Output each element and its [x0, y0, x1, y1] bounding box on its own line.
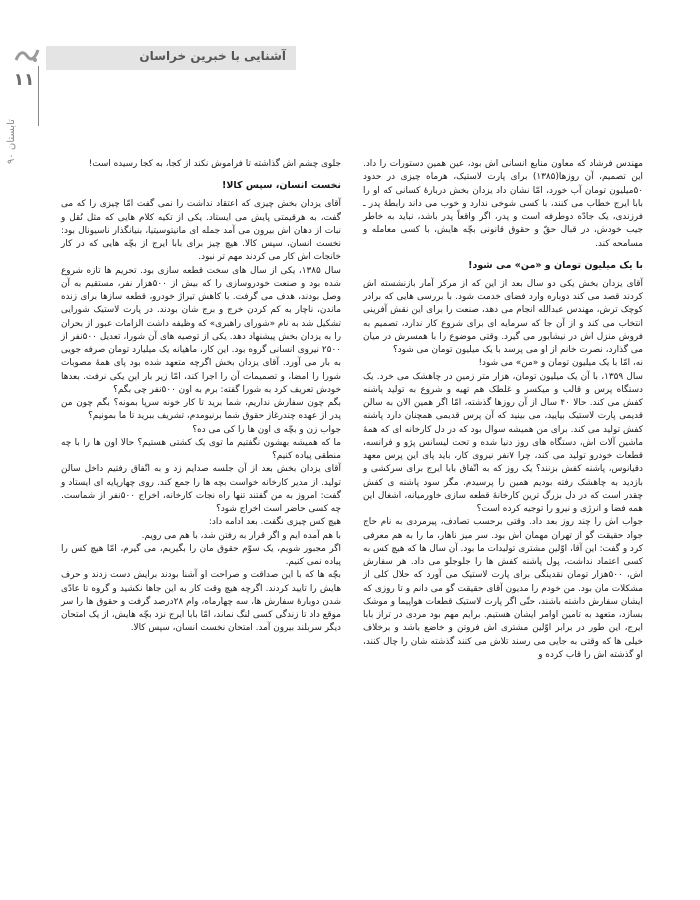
section-header [46, 46, 296, 70]
paragraph: بگم چون سفارش نداریم، شما برید تا کار خونه سرپا بمونه؟ بگم چون من پدر از عهده چندرغاز حقوق شما برنیومدم، تشریف ببرید تا ما بمونیم؟ [61, 398, 341, 422]
paragraph: هیچ کس چیزی نگفت. بعد ادامه داد: [208, 517, 341, 528]
paragraph: جلوی چشم اش گذاشته تا فراموش نکند از کجا، به کجا رسیده است! [88, 159, 341, 169]
paragraph: ما که همیشه بهشون نگفتیم ما توی یک کشتی هستیم؟ حالا اون ها را با چه منطقی پیاده کنیم؟ [61, 437, 341, 461]
page-number: ۱۱ [13, 70, 35, 90]
paragraph: جواب اش را چند روز بعد داد. وقتی برحسب تصادف، پیرمردی به نام حاج جواد حقیقت گو از تهران مهمان اش بود. سر میز ناهار، ما را به هم معرفی کرد و گفت: این آقا، اوّلین مشتری تولیدات ما بود. آن سال ها که هیچ کس به کسی اعتماد نداشت، پول پاشنه کفش ها را جلوجلو می داد. هر سفارش اش، ۵۰۰هزار تومان نقدینگی برای پارت لاستیک می آورد که حلال کلی از مشکلات مان بود. من خودم را مدیون آقای حقیقت گو می دانم و تا روزی که ایشان سفارش داشته باشند، حتّی اگر پارت لاستیک قطعات هواپیما و موشک بسازد، متعهد به تامین اوامر ایشان هستیم. برایم مهم بود مردی در تراز بابا ایرج، این طور در برابر اوّلین مشتری اش فروتن و خاضع باشد و برخلاف خیلی ها که وقتی به جایی می رسند تلاش می کنند گذشته شان را چال کنند، او گذشته اش را قاب کرده و [363, 517, 643, 660]
subheading: با یک میلیون تومان و «من» می شود! [468, 259, 643, 271]
subheading: نخست انسان، سپس کالا! [222, 180, 341, 192]
logo-icon [13, 44, 41, 66]
paragraph: سال ۱۳۸۵، یکی از سال های سخت قطعه سازی بود. تحریم ها تازه شروع شده بود و صنعت خودروسازی را که بیش از ۵۰۰هزار نفر، مستقیم به آن وصل بودند، هدف می گرفت. با کاهش تیراژ خودرو، قطعه سازها برای زنده ماندن، ناچار به کم کردن خرج و برج شان بودند. در پارت لاستیک شورایی تشکیل شد به نام «شورای راهبری» که وظیفه داشت الزامات عبور از بحران را به یزدان بخش پیشنهاد دهد. یکی از توصیه های آن شورا، تعدیل ۵۰۰نفر از ۲۵۰۰ نیروی انسانی گروه بود. این کار، ماهیانه یک میلیارد تومان صرفه جویی به بار می آورد. آقای یزدان بخش اگرچه متعهد شده بود پای همهٔ مصوبات شورا را امضا، و تصمیمات آن را اجرا کند، امّا زیر بار این یکی نرفت. بعدها خودش تعریف کرد به شورا گفته: برم به اون ۵۰۰نفر چی بگم؟ [61, 265, 341, 395]
issue-label: تابستان ۹۰ [6, 119, 17, 165]
paragraph: جواب زن و بچّه ی اون ها را کی می ده؟ [192, 424, 341, 435]
paragraph: سال ۱۳۵۹، با آن یک میلیون تومان، هزار متر زمین در چاهشک می خرد. یک دستگاه پرس و قالب و میکسر و غلطک هم تهیه و شروع به تولید پاشنه کفش می کند. حالا ۴۰ سال از آن روزها گذشته، امّا اگر همین الان به سالن قدیمی پارت لاستیک بیایید، می بینید که آن پرس قدیمی همچنان دارد پاشنه کفش تولید می کند. برای من همیشه سوال بود که در دل کارخانه ای که همهٔ ماشین آلات اش، دستگاه های روز دنیا شده و تحت لیسانس پژو و فرانسه، قطعات خودرو تولید می کند، چرا ۷نفر نیروی کار، باید پای این پرس معهد دقیانوس، پاشنه کفش بزنند؟ یک روز که به اتّفاق بابا ایرج برای سرکشی و بازدید به چاهشک رفته بودیم همین را پرسیدم. مگر سود پاشنه ی کفش چقدر است که در دل بزرگ ترین کارخانهٔ قطعه سازی خاورمیانه، اشغال این همه فضا و انرژی و نیرو را توجیه کرده است؟ [363, 371, 643, 514]
paragraph: آقای یزدان بخش بعد از آن جلسه صدایم زد و به اتّفاق رفتیم داخل سالن تولید. از مدیر کارخانه خواست بچه ها را جمع کند. روی چهارپایه ای ایستاد و گفت: امروز به من گفتند تنها راه نجات کارخانه، اخراج ۵۰۰نفر از شماست. چه کسی حاضر است اخراج شود؟ [61, 464, 341, 514]
page-sidebar [0, 0, 46, 900]
paragraph: با هم آمده ایم و اگر قرار به رفتن شد، با هم می رویم. [141, 530, 341, 541]
paragraph: اگر مجبور شویم، یک سوّم حقوق مان را بگیریم، می گیرم، امّا هیچ کس را پیاده نمی کنیم. [61, 543, 341, 567]
paragraph: آقای یزدان بخش چیزی که اعتقاد نداشت را نمی گفت امّا چیزی را که می گفت، به هرقیمتی پایش می ایستاد. یکی از تکیه کلام هایی که مثل نُقل و نبات از دهان اش بیرون می آمد جمله ای مانیتوسیتیا، بنیانگذار ناسیونال بود: نخست انسان، سپس کالا. هیچ چیز برای بابا ایرج از بچّه هایی که در کار خانجات اش کار می کردند مهم تر نبود. [61, 199, 341, 263]
paragraph: مهندس فرشاد که معاون منابع انسانی اش بود، عین همین دستورات را داد. این تصمیم، آن روزها(۱۳۸۵) برای پارت لاستیک، هرماه چیزی در حدود ۵۰میلیون تومان آب خورد، امّا نشان داد یزدان بخش دربارهٔ کسانی که او را بابا ایرج خطاب می کنند، با کسی شوخی ندارد و خوب می داند رابطهٔ پدر ـ فرزندی، یک جادّه دوطرفه است و پدر، اگر واقعاً پدر باشد، نباید به خاطر جیب خودش، در قبال حقّ و حقوق قانونی بچّه هایش، با کسی معامله و مسامحه کند. [363, 159, 644, 249]
section-title: آشنایی با خبرین خراسان [139, 49, 286, 63]
paragraph: آقای یزدان بخش یکی دو سال بعد از این که از مرکز آمار بازنشسته اش کردند قصد می کند دوباره وارد فضای خدمت شود. با بررسی هایی که برادر کوچک ترش، مهندس عبدالله انجام می دهد، صنعت را برای این نقش آفرینی انتخاب می کند و از آن جا که سرمایه ای برای شروع کار ندارد، تصمیم به فروش منزل اش در نیشابور می گیرد. وقتی موضوع را با همسرش در میان می گذارد، نصرت خانم از او می پرسد با یک میلیون تومان می شود؟ [363, 278, 643, 355]
paragraph: نه، امّا با یک میلیون تومان و «من» می شود! [478, 358, 643, 369]
left-column [61, 158, 341, 636]
paragraph: بچّه ها که با این صداقت و صراحت او آشنا بودند برایش دست زدند و حرف هایش را تایید کردند. اگرچه هیچ وقت کار به این جاها نکشید و گروه تا عادّی شدن دوبارهٔ سفارش ها، سه چهارماه، وام ۲۸درصد گرفت و حقوق ها را سر موقع داد تا زندگی کسی لنگ نماند، امّا بابا ایرج نزد بچّه هایش، از یک امتحان دیگر سربلند بیرون آمد. امتحان نخست انسان، سپس کالا. [61, 570, 342, 634]
right-column [363, 158, 643, 662]
